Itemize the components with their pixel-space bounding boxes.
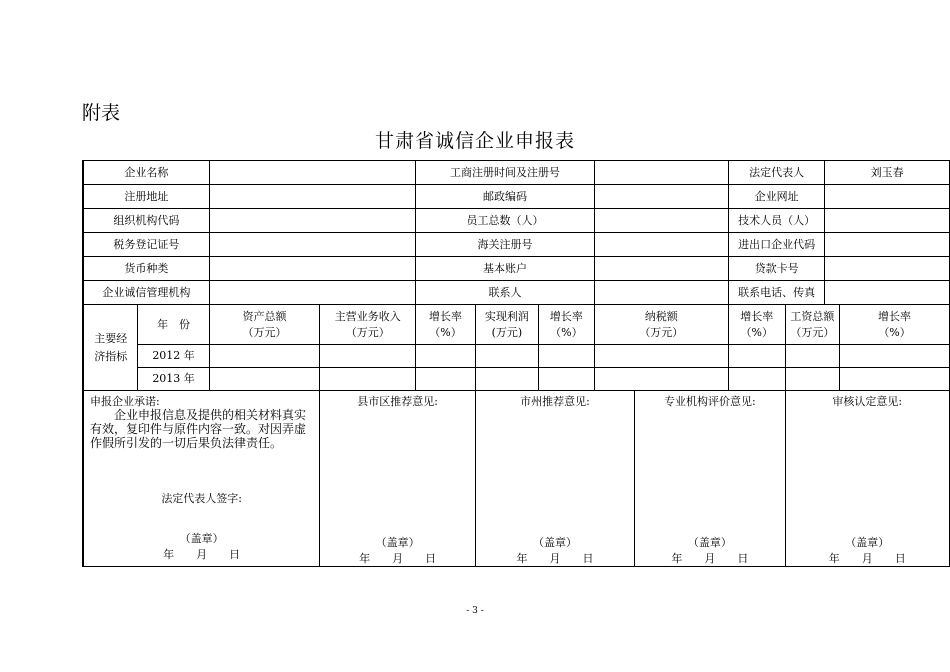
label-postcode: 邮政编码 <box>416 185 594 209</box>
agency-opinion-cell[interactable] <box>635 391 785 567</box>
review-date: 年 月 日 <box>828 552 906 565</box>
table-row <box>83 368 950 391</box>
tax-registration-field[interactable] <box>209 233 415 257</box>
form-title: 甘肃省诚信企业申报表 <box>374 130 575 152</box>
customs-number-field[interactable] <box>594 233 728 257</box>
label-staff-count: 员工总数（人） <box>416 209 594 233</box>
label-org-code: 组织机构代码 <box>83 209 209 233</box>
table-row <box>83 185 950 209</box>
cell-2012-growth-3[interactable] <box>728 345 785 368</box>
cell-2013-assets[interactable] <box>209 368 320 391</box>
commitment-date: 年 月 日 <box>163 548 241 561</box>
currency-field[interactable] <box>209 257 415 281</box>
staff-count-field[interactable] <box>594 209 728 233</box>
header-total-assets: 资产总额 （万元） <box>209 305 320 345</box>
label-currency: 货币种类 <box>83 257 209 281</box>
registration-time-field[interactable] <box>594 161 728 185</box>
cell-2012-growth-2[interactable] <box>539 345 595 368</box>
city-date: 年 月 日 <box>516 552 594 565</box>
label-tax-registration: 税务登记证号 <box>83 233 209 257</box>
year-2012: 2012 年 <box>138 345 209 368</box>
cell-2013-growth-2[interactable] <box>539 368 595 391</box>
review-seal: （盖章） <box>845 536 890 549</box>
page-number: - 3 - <box>466 606 484 616</box>
cell-2013-tax[interactable] <box>594 368 728 391</box>
label-year: 年 份 <box>138 305 209 345</box>
header-profit: 实现利润 (万元) <box>475 305 538 345</box>
label-loan-card: 贷款卡号 <box>728 257 824 281</box>
table-row <box>83 233 950 257</box>
contact-person-field[interactable] <box>594 281 728 305</box>
credit-agency-field[interactable] <box>209 281 415 305</box>
cell-2012-wages[interactable] <box>785 345 840 368</box>
org-code-field[interactable] <box>209 209 415 233</box>
cell-2013-growth-3[interactable] <box>728 368 785 391</box>
cell-2013-revenue[interactable] <box>320 368 416 391</box>
header-growth-rate-3: 增长率 （%） <box>728 305 785 345</box>
label-import-export-code: 进出口企业代码 <box>728 233 824 257</box>
label-contact-person: 联系人 <box>416 281 594 305</box>
label-tech-staff: 技术人员（人） <box>728 209 824 233</box>
cell-2012-tax[interactable] <box>594 345 728 368</box>
agency-seal: （盖章） <box>687 536 732 549</box>
loan-card-field[interactable] <box>825 257 950 281</box>
label-address: 注册地址 <box>83 185 209 209</box>
county-opinion-cell[interactable] <box>320 391 475 567</box>
tech-staff-field[interactable] <box>825 209 950 233</box>
agency-date: 年 月 日 <box>671 552 749 565</box>
review-opinion-label: 审核认定意见: <box>832 395 903 408</box>
city-opinion-label: 市州推荐意见: <box>520 395 590 408</box>
signature-label: 法定代表人签字: <box>161 492 243 505</box>
postcode-field[interactable] <box>594 185 728 209</box>
cell-2012-growth-4[interactable] <box>840 345 950 368</box>
cell-2013-wages[interactable] <box>785 368 840 391</box>
import-export-code-field[interactable] <box>825 233 950 257</box>
label-legal-representative: 法定代表人 <box>728 161 824 185</box>
header-growth-rate-1: 增长率 （%） <box>416 305 476 345</box>
city-seal: （盖章） <box>532 536 577 549</box>
county-date: 年 月 日 <box>359 552 437 565</box>
header-total-wages: 工资总额 （万元） <box>785 305 840 345</box>
county-seal: （盖章） <box>375 536 420 549</box>
table-row <box>83 281 950 305</box>
table-row <box>83 257 950 281</box>
economic-indicators-text: 主要经济指标 <box>94 331 128 363</box>
cell-2013-growth-1[interactable] <box>416 368 476 391</box>
commitment-cell[interactable] <box>83 391 320 567</box>
label-website: 企业网址 <box>728 185 824 209</box>
company-name-field[interactable] <box>209 161 415 185</box>
commitment-title: 申报企业承诺: <box>90 395 160 408</box>
application-form-table <box>82 160 950 567</box>
cell-2012-profit[interactable] <box>475 345 538 368</box>
page-heading: 附表 <box>82 102 121 124</box>
label-company-name: 企业名称 <box>83 161 209 185</box>
basic-account-field[interactable] <box>594 257 728 281</box>
cell-2013-profit[interactable] <box>475 368 538 391</box>
commitment-seal: （盖章） <box>179 532 224 545</box>
county-opinion-label: 县市区推荐意见: <box>357 395 438 408</box>
cell-2013-growth-4[interactable] <box>840 368 950 391</box>
website-field[interactable] <box>825 185 950 209</box>
label-economic-indicators <box>83 305 138 391</box>
legal-representative-value[interactable]: 刘玉春 <box>825 161 950 185</box>
cell-2012-assets[interactable] <box>209 345 320 368</box>
agency-opinion-label: 专业机构评价意见: <box>664 395 756 408</box>
table-row <box>83 161 950 185</box>
review-opinion-cell[interactable] <box>785 391 949 567</box>
label-basic-account: 基本账户 <box>416 257 594 281</box>
cell-2012-growth-1[interactable] <box>416 345 476 368</box>
label-customs-number: 海关注册号 <box>416 233 594 257</box>
year-2013: 2013 年 <box>138 368 209 391</box>
address-field[interactable] <box>209 185 415 209</box>
commitment-body: 企业申报信息及提供的相关材料真实有效，复印件与原件内容一致。对因弄虚作假所引发的一切后果负法律责任。 <box>90 408 307 450</box>
header-growth-rate-4: 增长率 （%） <box>840 305 950 345</box>
header-tax-amount: 纳税额 （万元） <box>594 305 728 345</box>
table-row <box>83 305 950 345</box>
header-growth-rate-2: 增长率 （%） <box>539 305 595 345</box>
label-credit-agency: 企业诚信管理机构 <box>83 281 209 305</box>
label-registration-time: 工商注册时间及注册号 <box>416 161 594 185</box>
table-row <box>83 209 950 233</box>
contact-phone-field[interactable] <box>825 281 950 305</box>
table-row <box>83 345 950 368</box>
header-main-revenue: 主营业务收入 （万元） <box>320 305 416 345</box>
cell-2012-revenue[interactable] <box>320 345 416 368</box>
city-opinion-cell[interactable] <box>475 391 634 567</box>
table-row <box>83 391 950 567</box>
label-contact-phone: 联系电话、传真 <box>728 281 824 305</box>
